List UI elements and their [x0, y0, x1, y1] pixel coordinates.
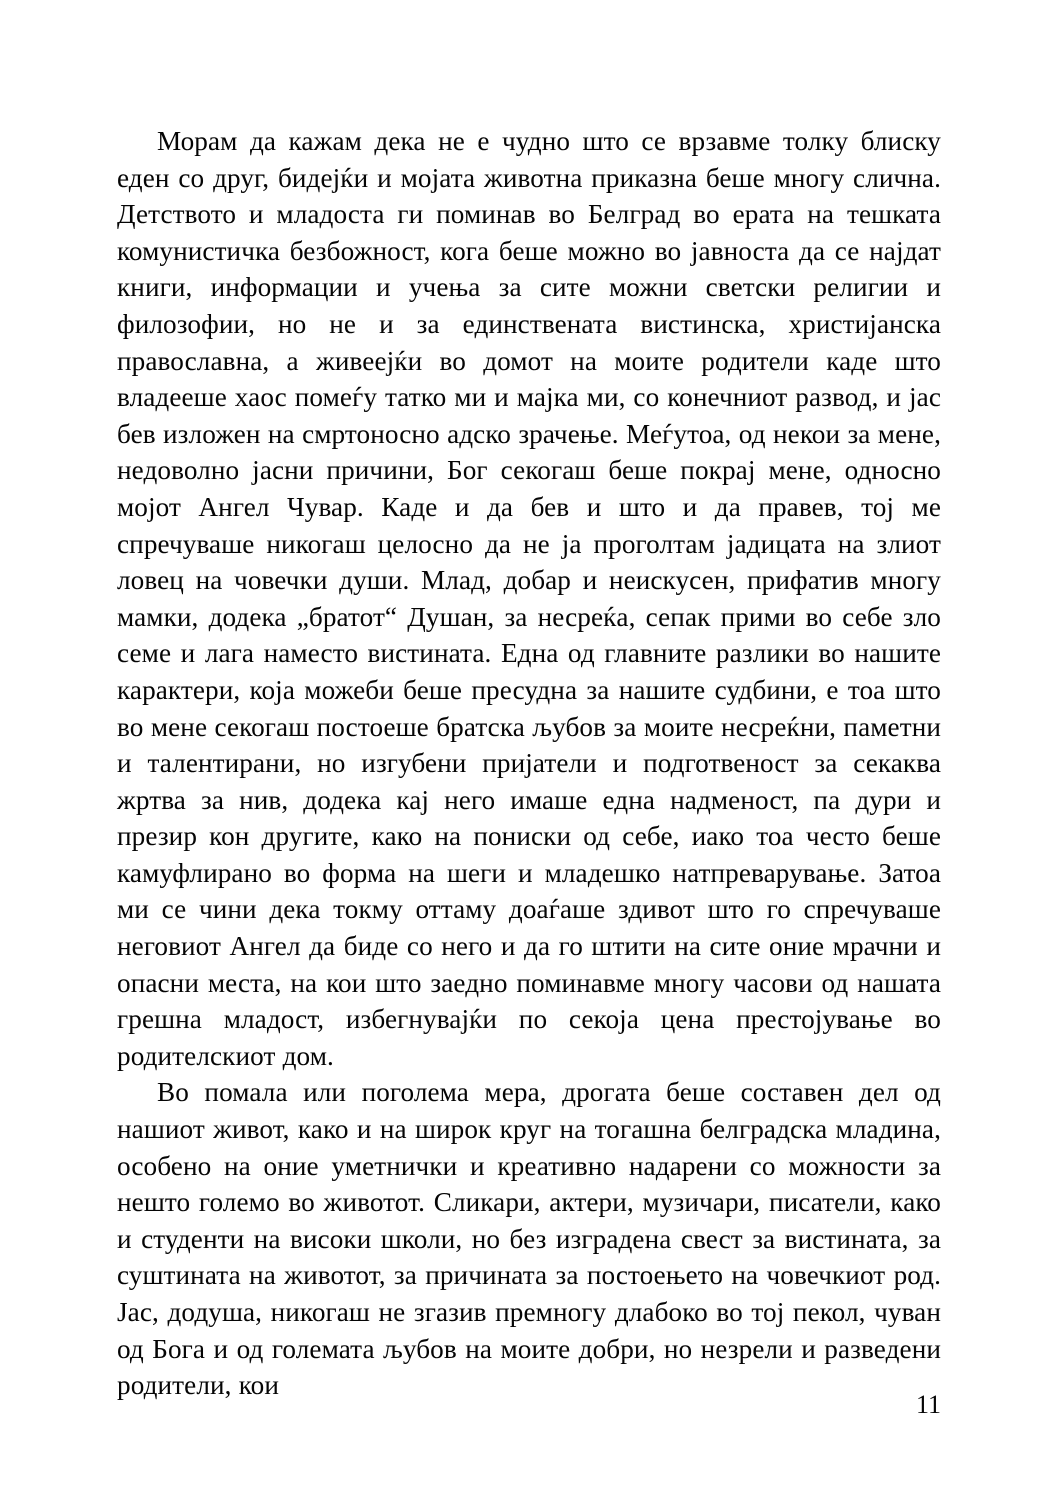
- body-paragraph-1: Морам да кажам дека не е чудно што се врзавме толку блиску еден со друг, бидејќи и мојата животна приказна беше многу слична. Детството и младоста ги поминав во Белград во ерата на тешката комунистичка безбожност, кога беше можно во јавноста да се најдат книги, информации и учења за сите можни светски религии и филозофии, но не и за единствената вистинска, христијанска православна, а живеејќи во домот на моите родители каде што владееше хаос помеѓу татко ми и мајка ми, со конечниот развод, и јас бев изложен на смртоносно адско зрачење. Меѓутоа, од некои за мене, недоволно јасни причини, Бог секогаш беше покрај мене, односно мојот Ангел Чувар. Каде и да бев и што и да правев, тој ме спречуваше никогаш целосно да не ја проголтам јадицата на злиот ловец на човечки души. Млад, добар и неискусен, прифатив многу мамки, додека „братот“ Душан, за несреќа, сепак прими во себе зло семе и лага наместо вистината. Една од главните разлики во нашите карактери, која можеби беше пресудна за нашите судбини, е тоа што во мене секогаш постоеше братска љубов за моите несреќни, паметни и талентирани, но изгубени пријатели и подготвеност за секаква жртва за нив, додека кај него имаше една надменост, па дури и презир кон другите, како на пониски од себе, иако тоа често беше камуфлирано во форма на шеги и младешко натпреварување. Затоа ми се чини дека токму оттаму доаѓаше здивот што го спречуваше неговиот Ангел да биде со него и да го штити на сите оние мрачни и опасни места, на кои што заедно поминавме многу часови од нашата грешна младост, избегнувајќи по секоја цена престојување во родителскиот дом.: [117, 126, 941, 1071]
- body-paragraph-2: Во помала или поголема мера, дрогата беше составен дел од нашиот живот, како и на широк круг на тогашна белградска младина, особено на оние уметнички и креативно надарени со можности за нешто големо во животот. Сликари, актери, музичари, писатели, како и студенти на високи школи, но без изградена свест за вистината, за суштината на животот, за причината за постоењето на човечкиот род. Јас, додуша, никогаш не згазив премногу длабоко во тој пекол, чуван од Бога и од големата љубов на моите добри, но незрели и разведени родители, кои: [117, 1077, 941, 1401]
- body-text-block: [117, 123, 941, 1404]
- page-number: 11: [915, 1390, 941, 1419]
